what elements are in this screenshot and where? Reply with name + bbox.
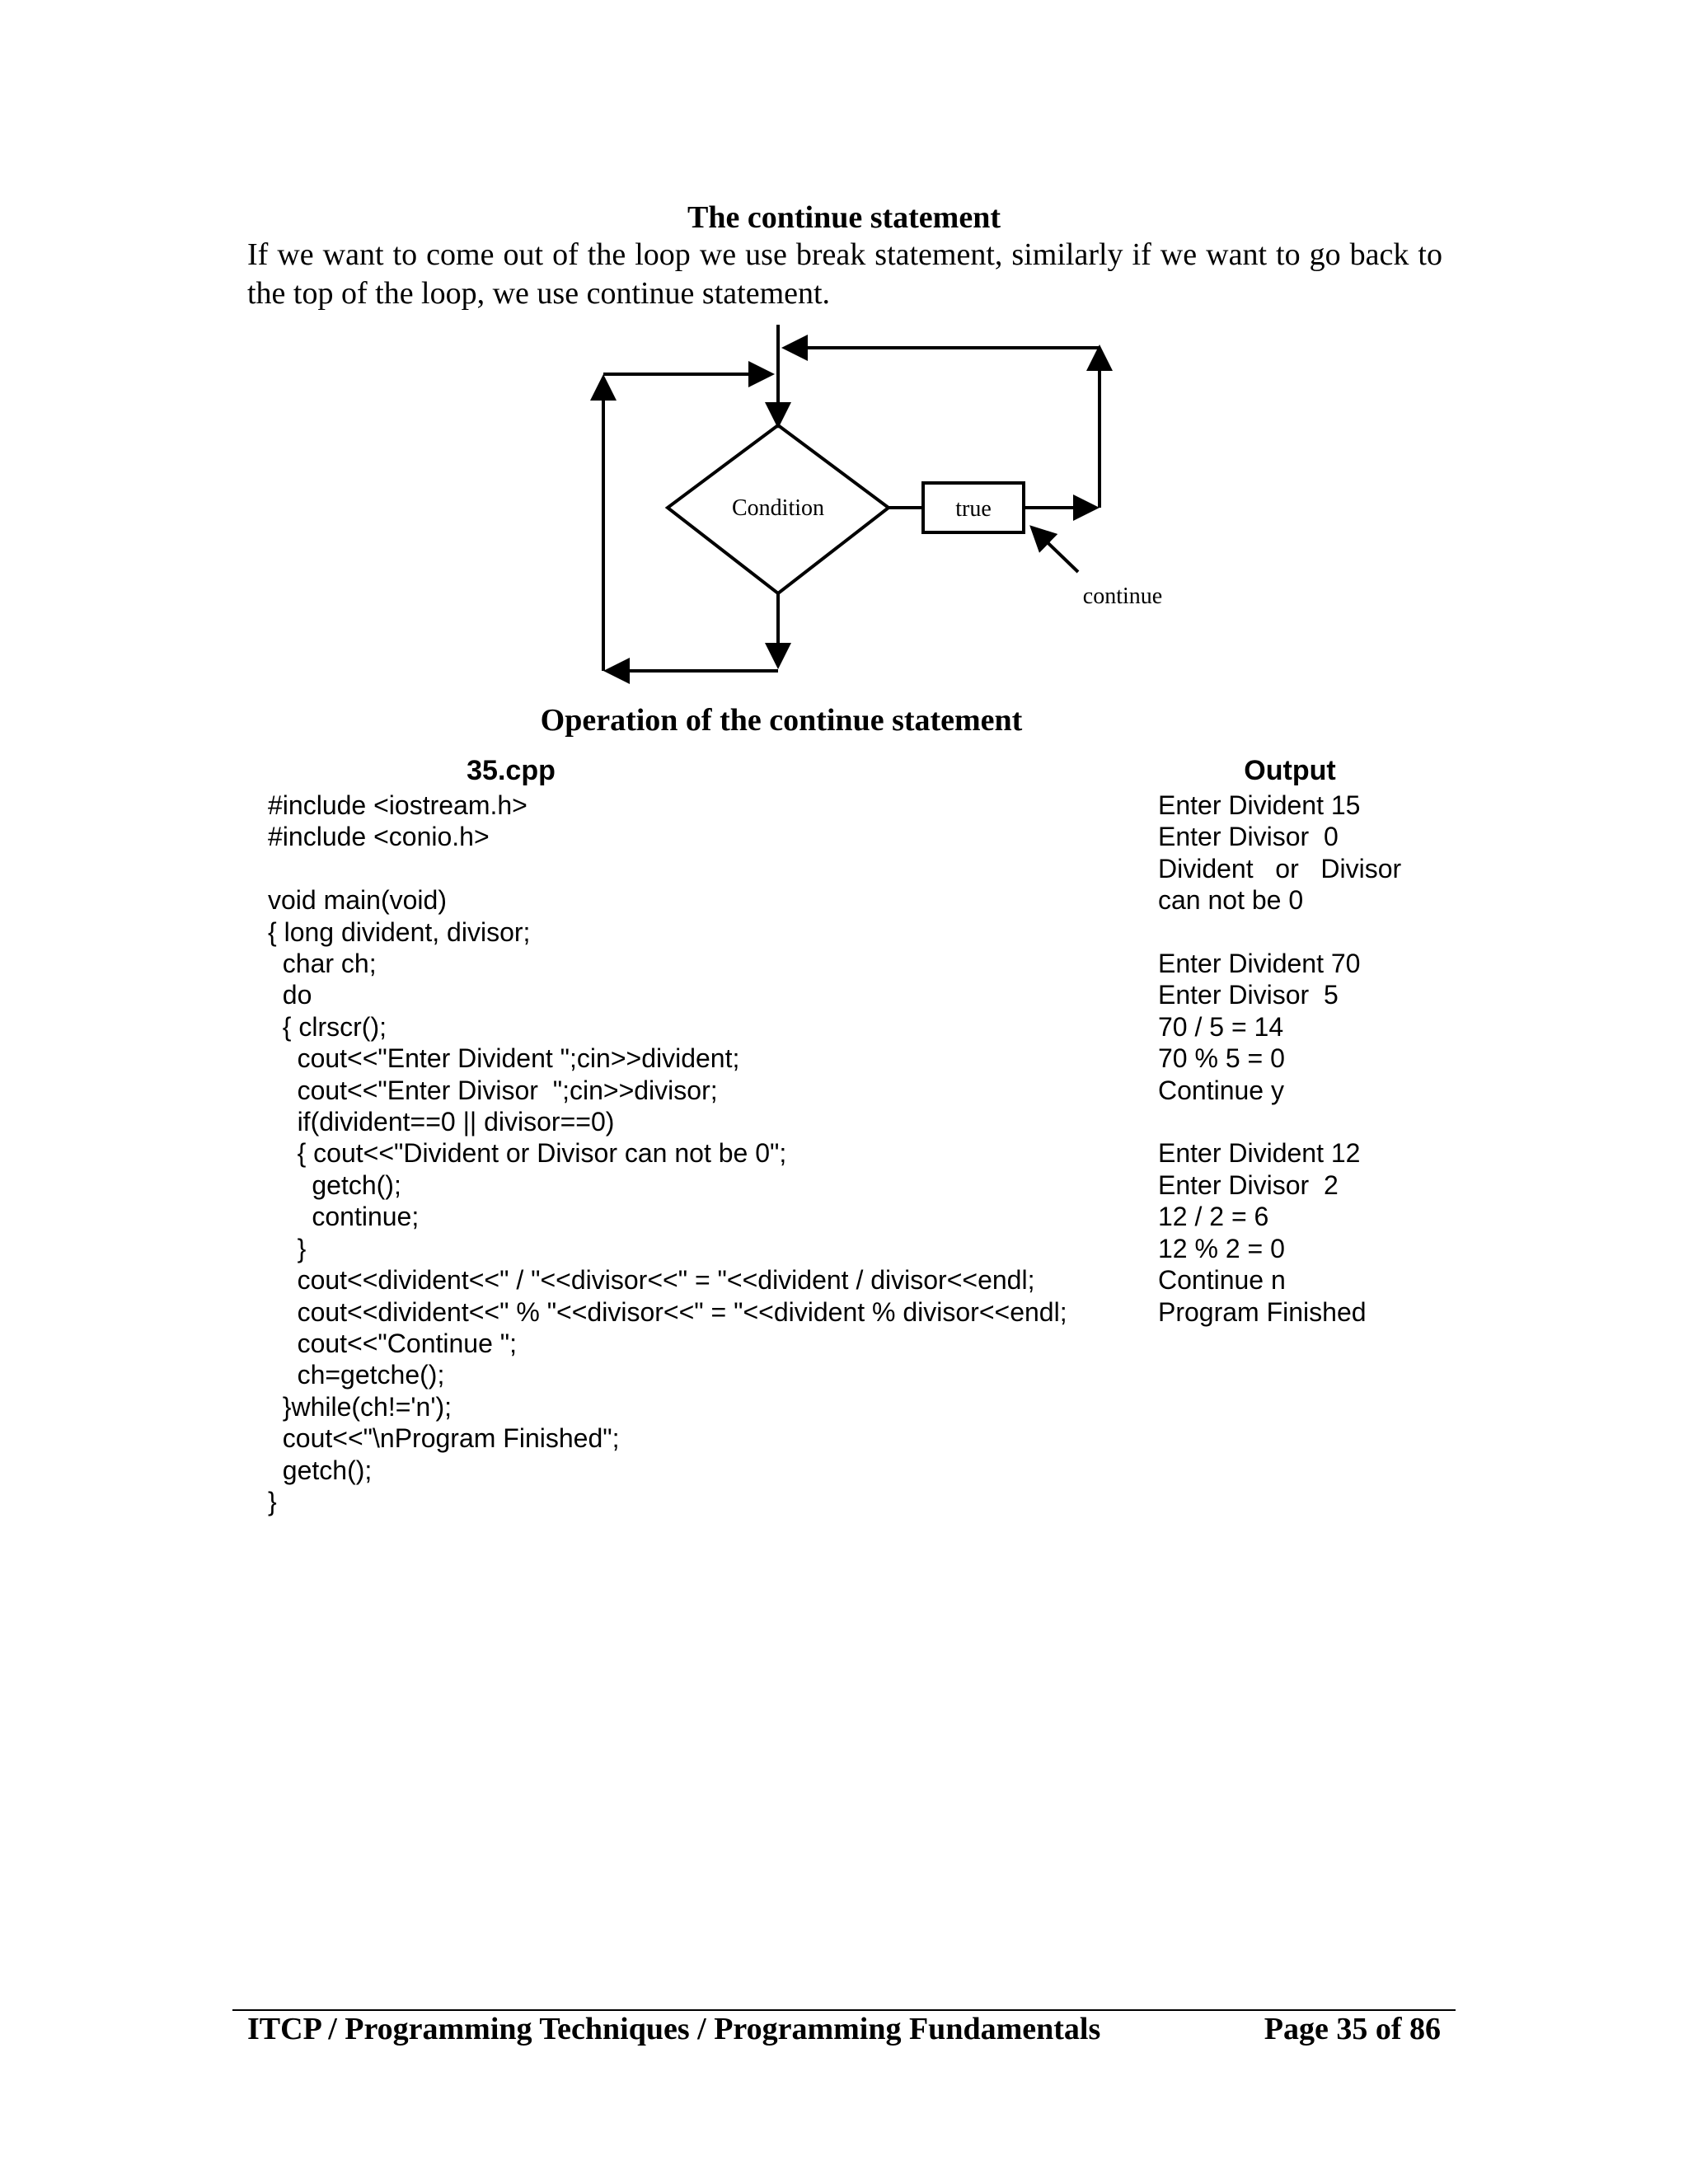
- code-line: #include <conio.h>: [268, 822, 490, 852]
- output-heading: Output: [1244, 755, 1336, 786]
- code-listing: [268, 790, 1142, 1517]
- code-line: void main(void): [268, 885, 447, 916]
- code-line: do: [268, 980, 312, 1010]
- code-filename: 35.cpp: [467, 755, 556, 786]
- intro-paragraph: If we want to come out of the loop we use break statement, similarly if we want to go back to the top of the loop, we use continue statement.: [247, 237, 1442, 311]
- code-line: if(divident==0 || divisor==0): [268, 1107, 615, 1137]
- code-line: }: [268, 1486, 277, 1516]
- code-line: getch();: [268, 1455, 373, 1485]
- code-line: cout<<"Enter Divident ";cin>>divident;: [268, 1043, 740, 1074]
- condition-label: Condition: [731, 495, 825, 521]
- code-line: }: [268, 1233, 307, 1263]
- code-line: { cout<<"Divident or Divisor can not be 0";: [268, 1138, 787, 1169]
- true-label: true: [955, 496, 992, 522]
- output-line: 70 % 5 = 0: [1158, 1043, 1285, 1074]
- footer-page-number: Page 35 of 86: [1264, 2012, 1441, 2046]
- continue-flowchart: [577, 321, 1170, 684]
- code-line: [268, 853, 1142, 884]
- output-line: [1158, 1106, 1430, 1137]
- output-line: Enter Divident 12: [1158, 1138, 1361, 1169]
- code-line: cout<<divident<<" / "<<divisor<<" = "<<divident / divisor<<endl;: [268, 1265, 1035, 1296]
- code-line: cout<<"Continue ";: [268, 1328, 518, 1358]
- output-line: Enter Divisor 0: [1158, 822, 1339, 852]
- code-line: { clrscr();: [268, 1011, 387, 1042]
- section-title: The continue statement: [687, 200, 1001, 235]
- output-line: Enter Divisor 5: [1158, 980, 1339, 1010]
- output-line: Program Finished: [1158, 1296, 1367, 1327]
- output-line: Enter Divident 70: [1158, 949, 1361, 979]
- output-line: Enter Divisor 2: [1158, 1169, 1339, 1200]
- output-line: 70 / 5 = 14: [1158, 1011, 1284, 1042]
- continue-label: continue: [1082, 583, 1163, 609]
- footer-course-title: ITCP / Programming Techniques / Programming Fundamentals: [247, 2012, 1101, 2046]
- code-line: ch=getche();: [268, 1360, 445, 1390]
- output-line: Continue n: [1158, 1265, 1286, 1296]
- code-line: char ch;: [268, 949, 377, 979]
- code-line: { long divident, divisor;: [268, 916, 531, 947]
- code-line: getch();: [268, 1169, 401, 1200]
- output-line: 12 % 2 = 0: [1158, 1233, 1285, 1263]
- output-line: Enter Divident 15: [1158, 790, 1361, 820]
- output-line: Divident or Divisor: [1158, 853, 1402, 883]
- code-line: #include <iostream.h>: [268, 790, 528, 820]
- continue-pointer-arrow: [1032, 527, 1078, 572]
- output-listing: [1158, 790, 1430, 1328]
- output-line: can not be 0: [1158, 885, 1304, 916]
- code-line: cout<<"\nProgram Finished";: [268, 1423, 620, 1454]
- code-line: cout<<"Enter Divisor ";cin>>divisor;: [268, 1075, 718, 1105]
- code-line: cout<<divident<<" % "<<divisor<<" = "<<divident % divisor<<endl;: [268, 1296, 1067, 1327]
- code-line: }while(ch!='n');: [268, 1391, 452, 1422]
- output-line: 12 / 2 = 6: [1158, 1202, 1269, 1232]
- code-line: continue;: [268, 1202, 420, 1232]
- output-line: [1158, 916, 1430, 948]
- output-line: Continue y: [1158, 1075, 1284, 1105]
- figure-caption: Operation of the continue statement: [540, 703, 1023, 738]
